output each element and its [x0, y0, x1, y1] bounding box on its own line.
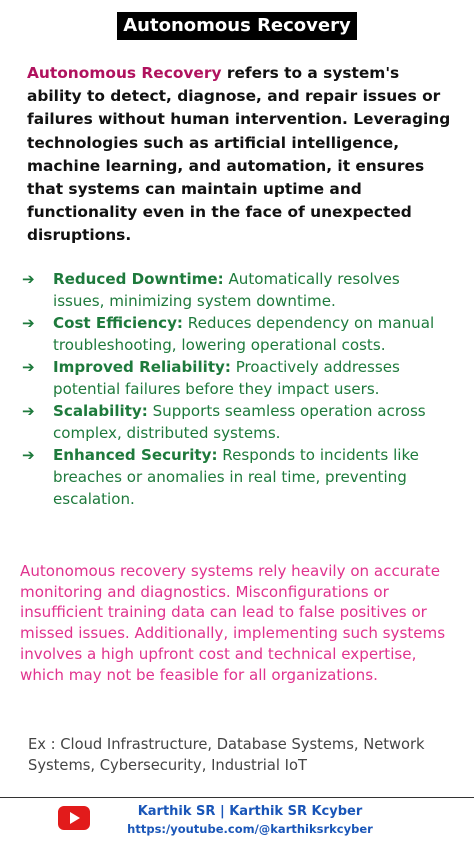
benefits-list [22, 268, 454, 510]
author-name: Karthik SR | Karthik SR Kcyber [137, 804, 363, 819]
intro-paragraph [27, 62, 452, 248]
arrow-right-icon: ➔ [22, 314, 35, 332]
benefit-term: Enhanced Security: [53, 446, 218, 464]
youtube-play-icon[interactable] [58, 806, 90, 830]
arrow-right-icon: ➔ [22, 402, 35, 420]
example-text: Ex : Cloud Infrastructure, Database Systems, Network Systems, Cybersecurity, Industrial IoT [28, 736, 425, 774]
benefit-term: Improved Reliability: [53, 358, 231, 376]
play-triangle [70, 812, 80, 824]
intro-text: refers to a system's ability to detect, diagnose, and repair issues or failures without human intervention. Leveraging technologies such as artificial intelligence, machine learning, and automation, it ensures that systems can maintain uptime and functionality even in the face of unexpected disruptions. [27, 64, 451, 245]
caveat-paragraph: Autonomous recovery systems rely heavily on accurate monitoring and diagnostics. Misconfigurations or insufficient training data can lead to false positives or missed issues. Additionally, implementing such systems involves a high upfront cost and technical expertise, which may not be feasible for all organizations. [20, 562, 446, 684]
benefit-item-security [22, 444, 454, 510]
benefit-term: Reduced Downtime: [53, 270, 224, 288]
arrow-right-icon: ➔ [22, 358, 35, 376]
benefit-desc: Reduces dependency on manual troubleshooting, lowering operational costs. [53, 314, 435, 354]
benefit-desc: Proactively addresses potential failures before they impact users. [53, 358, 400, 398]
intro-highlight: Autonomous Recovery [27, 64, 222, 82]
arrow-right-icon: ➔ [22, 270, 35, 288]
benefit-term: Scalability: [53, 402, 148, 420]
benefit-term: Cost Efficiency: [53, 314, 183, 332]
title-wrap [0, 12, 474, 40]
benefit-desc: Automatically resolves issues, minimizing system downtime. [53, 270, 400, 310]
benefit-item-downtime [22, 268, 454, 312]
arrow-right-icon: ➔ [22, 446, 35, 464]
benefit-desc: Supports seamless operation across complex, distributed systems. [53, 402, 426, 442]
benefit-item-reliability [22, 356, 454, 400]
youtube-link[interactable]: https:/youtube.com/@karthiksrkcyber [127, 822, 373, 836]
benefit-desc: Responds to incidents like breaches or anomalies in real time, preventing escalation. [53, 446, 419, 508]
benefit-item-scalability [22, 400, 454, 444]
footer-divider [0, 797, 474, 798]
page-title: Autonomous Recovery [117, 12, 356, 40]
benefit-item-cost [22, 312, 454, 356]
